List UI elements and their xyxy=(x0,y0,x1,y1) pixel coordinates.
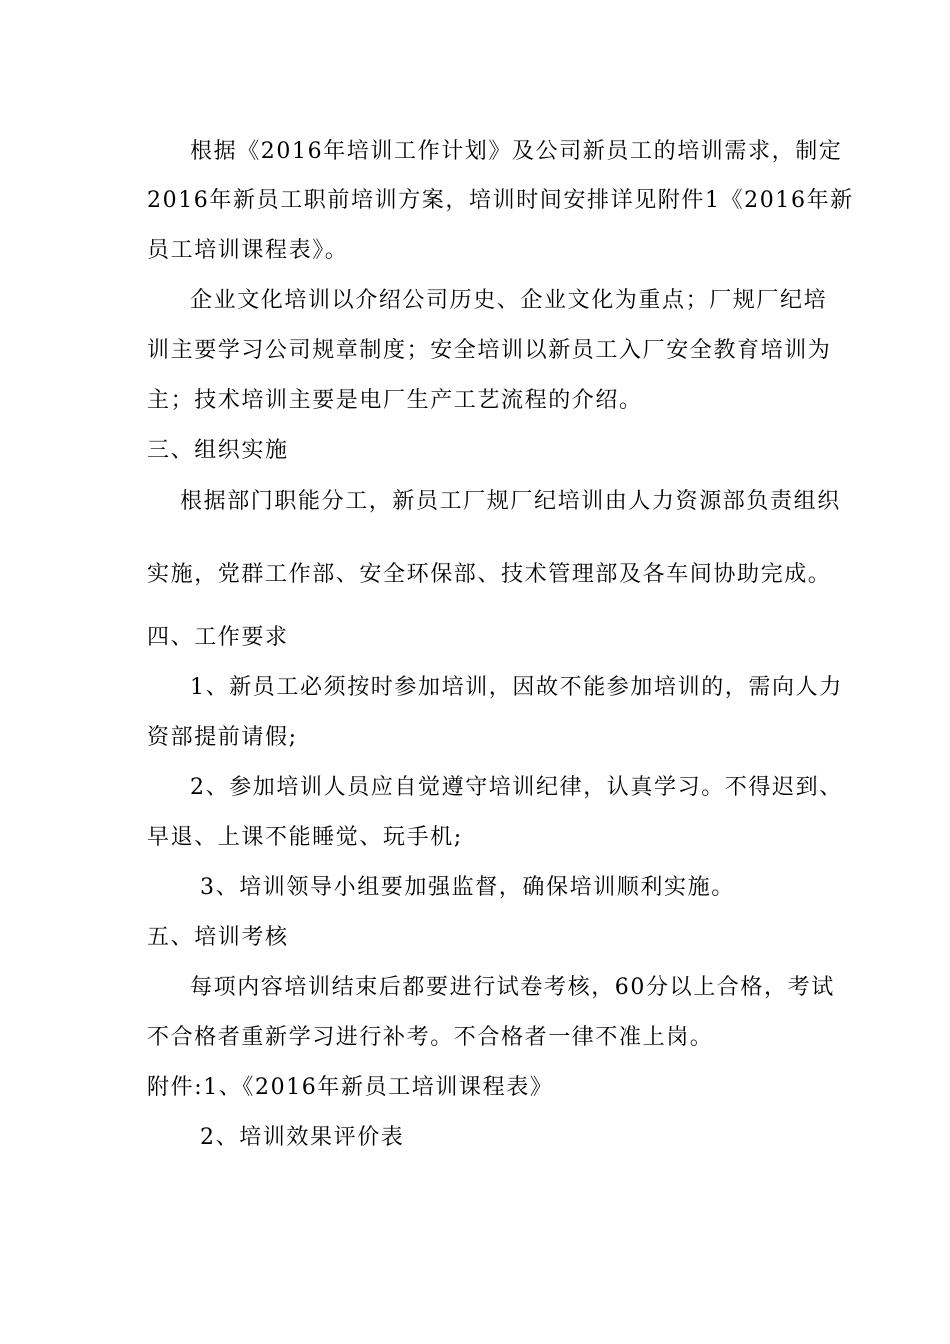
paragraph-4-line-1: 每项内容培训结束后都要进行试卷考核，60分以上合格，考试 xyxy=(190,975,835,1000)
requirement-1-line-2: 资部提前请假; xyxy=(147,725,298,750)
requirement-3: 3、培训领导小组要加强监督，确保培训顺利实施。 xyxy=(200,875,735,900)
paragraph-2-line-2: 训主要学习公司规章制度；安全培训以新员工入厂安全教育培训为 xyxy=(147,338,832,363)
attachment-1: 附件:1、《2016年新员工培训课程表》 xyxy=(147,1075,554,1100)
requirement-1-line-1: 1、新员工必须按时参加培训，因故不能参加培训的，需向人力 xyxy=(190,675,843,700)
section-heading-requirements: 四、工作要求 xyxy=(147,625,289,650)
section-heading-organization: 三、组织实施 xyxy=(147,438,289,463)
paragraph-1-line-2: 2016年新员工职前培训方案，培训时间安排详见附件1《2016年新 xyxy=(147,188,854,213)
attachment-2: 2、培训效果评价表 xyxy=(200,1125,405,1150)
paragraph-1-line-3: 员工培训课程表》。 xyxy=(147,238,349,263)
requirement-2-line-2: 早退、上课不能睡觉、玩手机; xyxy=(147,825,463,850)
paragraph-3-line-2: 实施，党群工作部、安全环保部、技术管理部及各车间协助完成。 xyxy=(147,562,832,587)
requirement-2-line-1: 2、参加培训人员应自觉遵守培训纪律，认真学习。不得迟到、 xyxy=(190,775,843,800)
section-heading-assessment: 五、培训考核 xyxy=(147,925,289,950)
paragraph-1-line-1: 根据《2016年培训工作计划》及公司新员工的培训需求，制定 xyxy=(190,139,843,164)
paragraph-3-line-1: 根据部门职能分工，新员工厂规厂纪培训由人力资源部负责组织 xyxy=(180,489,841,514)
paragraph-4-line-2: 不合格者重新学习进行补考。不合格者一律不准上岗。 xyxy=(147,1025,714,1050)
paragraph-2-line-3: 主；技术培训主要是电厂生产工艺流程的介绍。 xyxy=(147,388,643,413)
paragraph-2-line-1: 企业文化培训以介绍公司历史、企业文化为重点；厂规厂纪培 xyxy=(190,288,828,313)
